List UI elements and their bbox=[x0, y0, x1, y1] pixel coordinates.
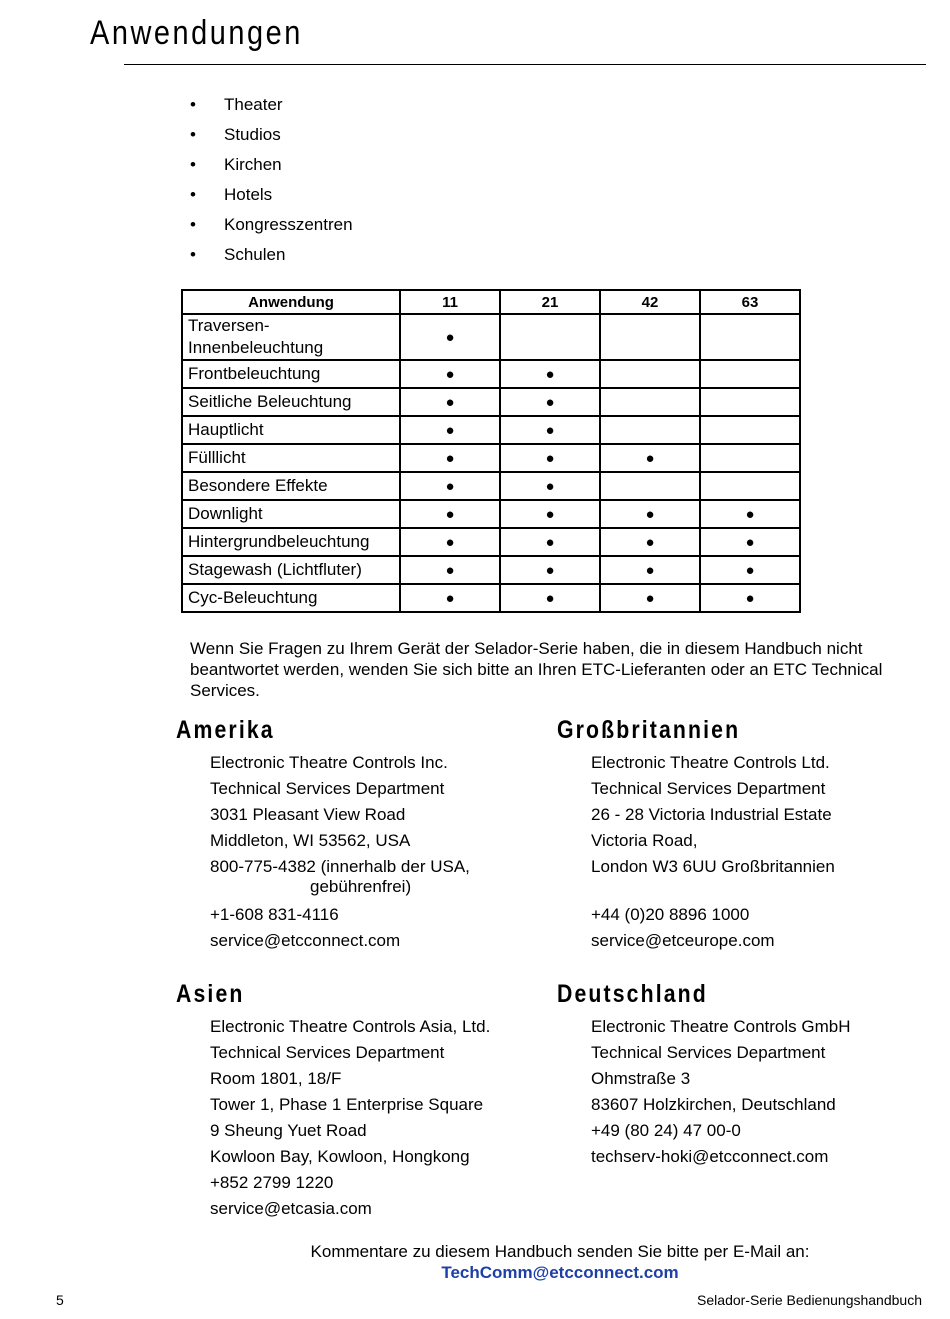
application-name: Stagewash (Lichtfluter) bbox=[182, 556, 400, 584]
dot-icon: ● bbox=[745, 505, 755, 523]
application-name: Cyc-Beleuchtung bbox=[182, 584, 400, 612]
dot-icon: ● bbox=[645, 589, 655, 607]
mark-cell bbox=[400, 500, 500, 528]
bullet-icon: • bbox=[190, 245, 196, 264]
phone-tollfree: 800-775-4382 (innerhalb der USA, bbox=[210, 857, 470, 876]
dot-icon: ● bbox=[545, 477, 555, 495]
mark-cell bbox=[500, 416, 600, 444]
table-row bbox=[182, 416, 800, 444]
mark-cell bbox=[600, 416, 700, 444]
dot-icon: ● bbox=[445, 533, 455, 551]
table-body bbox=[182, 314, 800, 612]
mark-cell bbox=[600, 444, 700, 472]
email: service@etcconnect.com bbox=[210, 931, 401, 950]
bullet-icon: • bbox=[190, 95, 196, 114]
dot-icon: ● bbox=[445, 421, 455, 439]
bullet-icon: • bbox=[190, 125, 196, 144]
mark-cell bbox=[400, 360, 500, 388]
region-heading: Großbritannien bbox=[557, 716, 741, 744]
street: 26 - 28 Victoria Industrial Estate bbox=[591, 805, 832, 824]
mark-cell bbox=[600, 584, 700, 612]
mark-cell bbox=[600, 528, 700, 556]
table-header-application: Anwendung bbox=[182, 290, 400, 314]
page-number: 5 bbox=[56, 1292, 64, 1308]
table-row bbox=[182, 314, 800, 360]
street: Ohmstraße 3 bbox=[591, 1069, 691, 1088]
application-name: Hintergrundbeleuchtung bbox=[182, 528, 400, 556]
region-heading: Amerika bbox=[176, 716, 275, 744]
email: service@etcasia.com bbox=[210, 1199, 372, 1218]
region-asien bbox=[176, 980, 491, 1218]
mark-cell bbox=[700, 388, 800, 416]
bullet-icon: • bbox=[190, 215, 196, 234]
dot-icon: ● bbox=[445, 365, 455, 383]
dot-icon: ● bbox=[545, 449, 555, 467]
street: 3031 Pleasant View Road bbox=[210, 805, 406, 824]
application-name: Besondere Effekte bbox=[182, 472, 400, 500]
dot-icon: ● bbox=[445, 561, 455, 579]
city: London W3 6UU Großbritannien bbox=[591, 857, 835, 876]
department: Technical Services Department bbox=[210, 779, 445, 798]
table-row bbox=[182, 528, 800, 556]
city: 83607 Holzkirchen, Deutschland bbox=[591, 1095, 836, 1114]
mark-cell bbox=[700, 472, 800, 500]
email: service@etceurope.com bbox=[591, 931, 775, 950]
mark-cell bbox=[400, 314, 500, 360]
dot-icon: ● bbox=[545, 533, 555, 551]
page-title: Anwendungen bbox=[90, 14, 303, 52]
region-heading: Deutschland bbox=[557, 980, 708, 1008]
dot-icon: ● bbox=[445, 589, 455, 607]
table-row bbox=[182, 444, 800, 472]
feedback-email-link[interactable]: TechComm@etcconnect.com bbox=[441, 1263, 679, 1282]
mark-cell bbox=[400, 584, 500, 612]
dot-icon: ● bbox=[445, 477, 455, 495]
dot-icon: ● bbox=[745, 589, 755, 607]
mark-cell bbox=[500, 388, 600, 416]
feedback-text: Kommentare zu diesem Handbuch senden Sie bitte per E-Mail an: bbox=[310, 1242, 810, 1261]
application-table bbox=[181, 289, 801, 613]
mark-cell bbox=[600, 556, 700, 584]
list-item: • Theater bbox=[190, 92, 353, 122]
intro-paragraph: Wenn Sie Fragen zu Ihrem Gerät der Selador-Serie haben, die in diesem Handbuch nicht beantwortet werden, wenden Sie sich bitte an Ihren ETC-Lieferanten oder an ETC Technical Services. bbox=[190, 639, 883, 700]
mark-cell bbox=[400, 472, 500, 500]
mark-cell bbox=[600, 472, 700, 500]
table-header-11: 11 bbox=[400, 290, 500, 314]
mark-cell bbox=[600, 360, 700, 388]
dot-icon: ● bbox=[445, 505, 455, 523]
city: Kowloon Bay, Kowloon, Hongkong bbox=[210, 1147, 470, 1166]
dot-icon: ● bbox=[445, 328, 455, 346]
dot-icon: ● bbox=[545, 589, 555, 607]
mark-cell bbox=[700, 500, 800, 528]
street-2: Victoria Road, bbox=[591, 831, 698, 850]
mark-cell bbox=[500, 472, 600, 500]
dot-icon: ● bbox=[645, 449, 655, 467]
dot-icon: ● bbox=[545, 365, 555, 383]
mark-cell bbox=[400, 556, 500, 584]
mark-cell bbox=[500, 314, 600, 360]
mark-cell bbox=[600, 500, 700, 528]
company-name: Electronic Theatre Controls GmbH bbox=[591, 1017, 851, 1036]
mark-cell bbox=[700, 556, 800, 584]
list-item: • Kongresszentren bbox=[190, 212, 353, 242]
table-row bbox=[182, 360, 800, 388]
table-header-21: 21 bbox=[500, 290, 600, 314]
phone: +44 (0)20 8896 1000 bbox=[591, 905, 750, 924]
mark-cell bbox=[600, 314, 700, 360]
feedback-note bbox=[190, 1241, 930, 1283]
department: Technical Services Department bbox=[210, 1043, 445, 1062]
city: Middleton, WI 53562, USA bbox=[210, 831, 411, 850]
mark-cell bbox=[500, 360, 600, 388]
mark-cell bbox=[500, 444, 600, 472]
application-list bbox=[190, 92, 353, 272]
dot-icon: ● bbox=[445, 449, 455, 467]
email: techserv-hoki@etcconnect.com bbox=[591, 1147, 829, 1166]
application-name: Downlight bbox=[182, 500, 400, 528]
application-name: Fülllicht bbox=[182, 444, 400, 472]
manual-title: Selador-Serie Bedienungshandbuch bbox=[697, 1292, 922, 1308]
mark-cell bbox=[700, 360, 800, 388]
region-deutschland bbox=[557, 980, 851, 1166]
region-grossbritannien bbox=[557, 716, 835, 950]
dot-icon: ● bbox=[645, 505, 655, 523]
mark-cell bbox=[400, 388, 500, 416]
mark-cell bbox=[700, 444, 800, 472]
dot-icon: ● bbox=[745, 561, 755, 579]
application-name: Frontbeleuchtung bbox=[182, 360, 400, 388]
mark-cell bbox=[700, 584, 800, 612]
dot-icon: ● bbox=[445, 393, 455, 411]
room: Room 1801, 18/F bbox=[210, 1069, 342, 1088]
bullet-icon: • bbox=[190, 185, 196, 204]
phone: +49 (80 24) 47 00-0 bbox=[591, 1121, 741, 1140]
dot-icon: ● bbox=[645, 561, 655, 579]
table-row bbox=[182, 472, 800, 500]
table-row bbox=[182, 584, 800, 612]
phone: +1-608 831-4116 bbox=[210, 905, 339, 924]
dot-icon: ● bbox=[545, 561, 555, 579]
department: Technical Services Department bbox=[591, 779, 826, 798]
title-divider bbox=[124, 64, 926, 65]
application-name: Hauptlicht bbox=[182, 416, 400, 444]
mark-cell bbox=[500, 528, 600, 556]
application-name: Traversen- Innenbeleuchtung bbox=[182, 314, 400, 360]
region-heading: Asien bbox=[176, 980, 245, 1008]
list-item: • Studios bbox=[190, 122, 353, 152]
list-item: • Kirchen bbox=[190, 152, 353, 182]
mark-cell bbox=[400, 528, 500, 556]
phone-tollfree-note: gebührenfrei) bbox=[310, 877, 412, 896]
table-header-63: 63 bbox=[700, 290, 800, 314]
mark-cell bbox=[500, 556, 600, 584]
tower: Tower 1, Phase 1 Enterprise Square bbox=[210, 1095, 484, 1114]
list-item: • Hotels bbox=[190, 182, 353, 212]
mark-cell bbox=[700, 416, 800, 444]
dot-icon: ● bbox=[745, 533, 755, 551]
mark-cell bbox=[700, 314, 800, 360]
application-name: Seitliche Beleuchtung bbox=[182, 388, 400, 416]
dot-icon: ● bbox=[645, 533, 655, 551]
department: Technical Services Department bbox=[591, 1043, 826, 1062]
company-name: Electronic Theatre Controls Inc. bbox=[210, 753, 448, 772]
dot-icon: ● bbox=[545, 393, 555, 411]
bullet-icon: • bbox=[190, 155, 196, 174]
mark-cell bbox=[600, 388, 700, 416]
table-row bbox=[182, 556, 800, 584]
table-row bbox=[182, 388, 800, 416]
dot-icon: ● bbox=[545, 505, 555, 523]
table-header-42: 42 bbox=[600, 290, 700, 314]
mark-cell bbox=[500, 584, 600, 612]
phone: +852 2799 1220 bbox=[210, 1173, 334, 1192]
dot-icon: ● bbox=[545, 421, 555, 439]
company-name: Electronic Theatre Controls Asia, Ltd. bbox=[210, 1017, 491, 1036]
mark-cell bbox=[500, 500, 600, 528]
table-row bbox=[182, 500, 800, 528]
street: 9 Sheung Yuet Road bbox=[210, 1121, 367, 1140]
company-name: Electronic Theatre Controls Ltd. bbox=[591, 753, 830, 772]
mark-cell bbox=[700, 528, 800, 556]
list-item: • Schulen bbox=[190, 242, 353, 272]
mark-cell bbox=[400, 416, 500, 444]
region-amerika bbox=[176, 716, 470, 950]
mark-cell bbox=[400, 444, 500, 472]
